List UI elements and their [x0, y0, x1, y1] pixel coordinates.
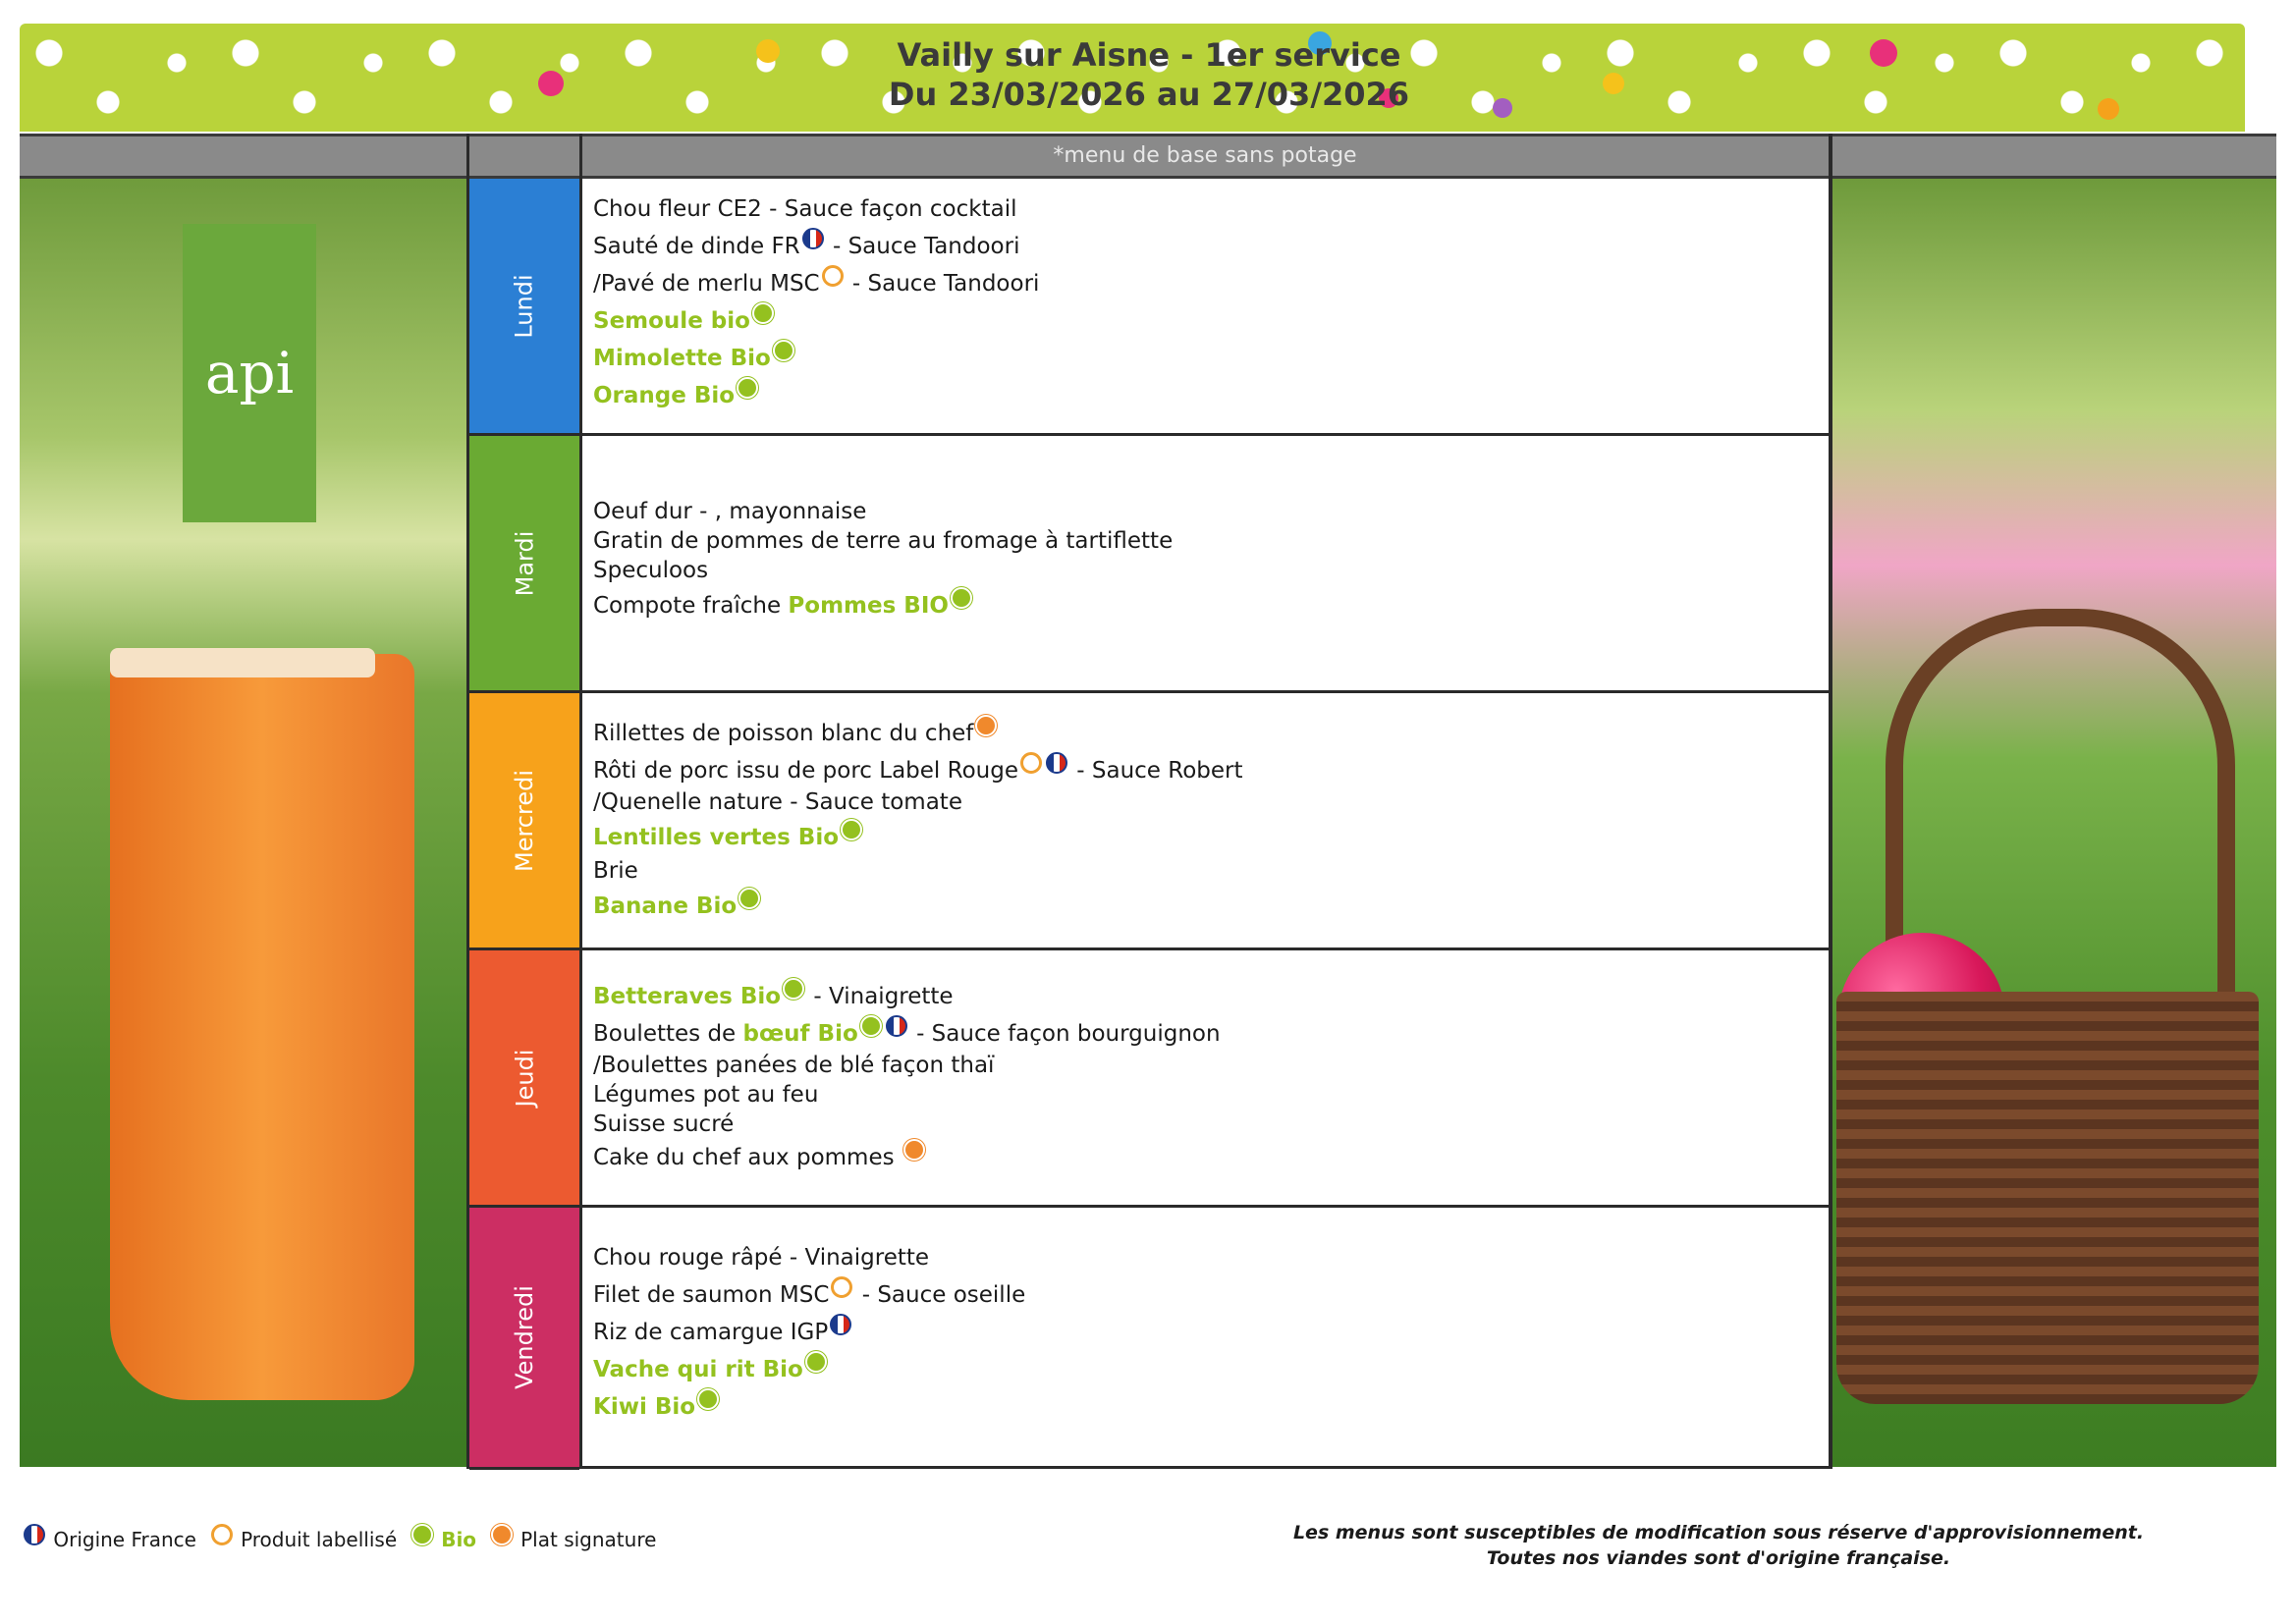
menu-text: /Boulettes panées de blé façon thaï: [593, 1053, 995, 1078]
wicker-basket: [1836, 992, 2259, 1404]
bio-text: Lentilles vertes Bio: [593, 825, 840, 850]
day-label-mardi: [469, 436, 579, 693]
origine-france-icon: [830, 1314, 851, 1335]
day-label-jeudi: [469, 950, 579, 1208]
logo-text: api: [204, 340, 295, 406]
bio-icon: [783, 978, 804, 1000]
bio-icon: [411, 1524, 433, 1545]
menu-cell-vendredi: [581, 1208, 1829, 1469]
decorative-dot: [2098, 98, 2119, 120]
menu-cell-lundi: [581, 179, 1829, 436]
header-bar-left: [20, 134, 466, 179]
menu-text: Rillettes de poisson blanc du chef: [593, 721, 974, 746]
menu-item: [593, 1021, 1221, 1047]
grid-line: [579, 134, 582, 1469]
day-name: Vendredi: [511, 1285, 538, 1389]
menu-text: - Sauce Robert: [1068, 758, 1243, 784]
bio-text: Kiwi Bio: [593, 1394, 696, 1420]
menu-item: [593, 528, 1173, 554]
bio-icon: [773, 340, 794, 361]
menu-text: Chou rouge râpé - Vinaigrette: [593, 1245, 930, 1271]
menu-item: [593, 1082, 818, 1108]
menu-text: Légumes pot au feu: [593, 1082, 819, 1108]
menu-item: [593, 858, 638, 884]
menu-text: - Sauce Tandoori: [825, 234, 1020, 259]
menu-cell-mercredi: [581, 693, 1829, 950]
bio-text: Mimolette Bio: [593, 346, 771, 371]
menu-text: - Sauce oseille: [854, 1282, 1026, 1308]
legend-produit-labellise: Produit labellisé: [241, 1528, 398, 1551]
menu-item: [593, 1111, 734, 1137]
menu-item: [593, 271, 1039, 297]
menu-item: [593, 499, 866, 524]
menu-text: Boulettes de: [593, 1021, 743, 1047]
menu-item: [593, 789, 962, 815]
menu-text: Chou fleur CE2 - Sauce façon cocktail: [593, 196, 1017, 222]
plat-signature-icon: [975, 715, 997, 736]
bio-text: Pommes BIO: [788, 593, 949, 619]
bio-text: Vache qui rit Bio: [593, 1357, 803, 1382]
bio-icon: [737, 377, 758, 399]
menu-item: [593, 346, 796, 371]
menu-item: [593, 1320, 853, 1345]
menu-item: [593, 893, 762, 919]
menu-item: [593, 383, 760, 408]
menu-item: [593, 558, 708, 583]
menu-item: [593, 1282, 1025, 1308]
menu-text: Cake du chef aux pommes: [593, 1145, 902, 1170]
menu-text: Filet de saumon MSC: [593, 1282, 830, 1308]
menu-text: Rôti de porc issu de porc Label Rouge: [593, 758, 1018, 784]
grid-line: [466, 134, 469, 1469]
legend: [22, 1528, 656, 1551]
origine-france-icon: [24, 1524, 45, 1545]
menu-item: [593, 593, 974, 619]
footer-note-line2: Toutes nos viandes sont d'origine française.: [1486, 1547, 1951, 1569]
produit-labellise-icon: [822, 265, 844, 287]
menu-text: Gratin de pommes de terre au fromage à tartiflette: [593, 528, 1174, 554]
day-name: Jeudi: [511, 1049, 538, 1107]
bio-text: Betteraves Bio: [593, 984, 782, 1009]
menu-item: [593, 1145, 927, 1170]
menu-text: /Quenelle nature - Sauce tomate: [593, 789, 962, 815]
menu-text: Speculoos: [593, 558, 709, 583]
menu-text: Suisse sucré: [593, 1111, 735, 1137]
header-bar-right: [1832, 134, 2276, 179]
menu-text: - Sauce façon bourguignon: [908, 1021, 1221, 1047]
legend-origine-france: Origine France: [53, 1528, 196, 1551]
bio-text: Banane Bio: [593, 893, 738, 919]
menu-item: [593, 825, 864, 850]
plat-signature-icon: [903, 1139, 925, 1161]
menu-text: Oeuf dur - , mayonnaise: [593, 499, 867, 524]
bio-icon: [752, 302, 774, 324]
menu-subtitle: *menu de base sans potage: [1053, 143, 1357, 168]
day-label-lundi: [469, 179, 579, 436]
menu-item: [593, 984, 954, 1009]
day-name: Mardi: [510, 530, 538, 596]
menu-cell-mardi: [581, 436, 1829, 693]
page-title: [805, 35, 1493, 114]
menu-item: [593, 721, 999, 746]
menu-text: /Pavé de merlu MSC: [593, 271, 820, 297]
api-logo: [183, 224, 316, 522]
menu-cell-jeudi: [581, 950, 1829, 1208]
origine-france-icon: [1046, 752, 1067, 774]
menu-item: [593, 1245, 929, 1271]
day-label-mercredi: [469, 693, 579, 950]
bio-text: Semoule bio: [593, 308, 750, 334]
day-name: Lundi: [511, 273, 538, 339]
origine-france-icon: [886, 1015, 907, 1037]
bio-icon: [805, 1351, 827, 1373]
decorative-dot: [538, 71, 564, 96]
bio-icon: [697, 1388, 719, 1410]
menu-text: - Sauce Tandoori: [845, 271, 1040, 297]
menu-text: - Vinaigrette: [806, 984, 954, 1009]
menu-text: Compote fraîche: [593, 593, 789, 619]
bio-icon: [738, 888, 760, 909]
footer-note-line1: Les menus sont susceptibles de modification sous réserve d'approvisionnement.: [1292, 1522, 2145, 1543]
menu-text: Brie: [593, 858, 638, 884]
menu-item: [593, 196, 1016, 222]
decorative-dot: [1493, 98, 1512, 118]
menu-item: [593, 234, 1019, 259]
decorative-dot: [756, 39, 780, 63]
day-name: Mercredi: [510, 769, 538, 872]
bio-text: Orange Bio: [593, 383, 736, 408]
boot-rim: [110, 648, 375, 677]
title-dates: Du 23/03/2026 au 27/03/2026: [888, 76, 1410, 113]
menu-text: Sauté de dinde FR: [593, 234, 800, 259]
menu-item: [593, 1394, 721, 1420]
menu-item: [593, 758, 1243, 784]
menu-item: [593, 1053, 994, 1078]
header-bar-days: [469, 134, 579, 179]
produit-labellise-icon: [831, 1276, 852, 1298]
footer-note: [1198, 1520, 2239, 1571]
bio-icon: [860, 1015, 882, 1037]
bio-text: bœuf Bio: [742, 1021, 858, 1047]
grid-line: [1829, 134, 1832, 1469]
title-location: Vailly sur Aisne - 1er service: [897, 36, 1401, 74]
menu-item: [593, 308, 776, 334]
day-label-vendredi: [469, 1208, 579, 1470]
bio-icon: [841, 819, 862, 840]
bio-icon: [951, 587, 972, 609]
decorative-dot: [1603, 73, 1624, 94]
menu-item: [593, 1357, 829, 1382]
produit-labellise-icon: [211, 1524, 233, 1545]
origine-france-icon: [802, 228, 824, 249]
menu-text: Riz de camargue IGP: [593, 1320, 829, 1345]
legend-bio: Bio: [441, 1528, 477, 1551]
plat-signature-icon: [491, 1524, 513, 1545]
legend-plat-signature: Plat signature: [520, 1528, 657, 1551]
produit-labellise-icon: [1020, 752, 1042, 774]
decorative-dot: [1870, 39, 1897, 67]
orange-boot-illustration: [110, 654, 414, 1400]
